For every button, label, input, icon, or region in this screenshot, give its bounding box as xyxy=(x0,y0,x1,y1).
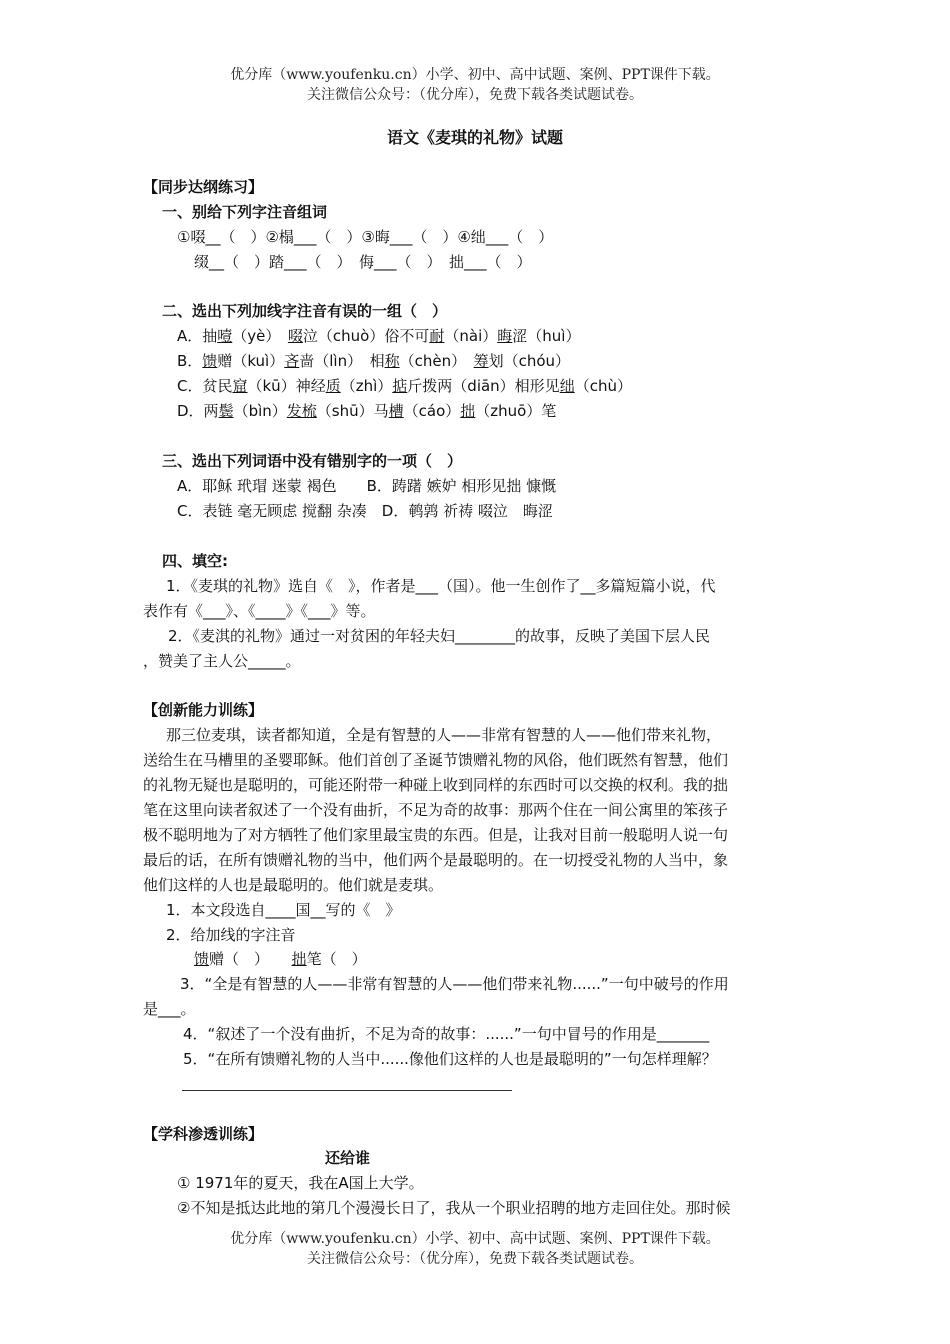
answer-line xyxy=(182,1090,512,1091)
innovation-question-3-line-2: 是___。 xyxy=(143,1000,196,1018)
question-1-row-2: 缀__（ ）踏___（ ） 侮___（ ） 拙___（ ） xyxy=(194,253,532,271)
passage-line: 笔在这里向读者叙述了一个没有曲折，不足为奇的故事：那两个住在一间公寓里的笨孩子 xyxy=(143,801,729,819)
question-4-item-2-line-2: ，赞美了主人公_____。 xyxy=(143,652,301,670)
page-footer-line-1: 优分库（www.youfenku.cn）小学、初中、高中试题、案例、PPT课件下载。 xyxy=(230,1231,720,1247)
passage-line: 最后的话，在所有馈赠礼物的当中，他们两个是最聪明的。在一切授受礼物的人当中，象 xyxy=(143,851,729,869)
innovation-question-5: 5．“在所有馈赠礼物的人当中......像他们这样的人也是最聪明的”一句怎样理解？ xyxy=(183,1050,717,1068)
innovation-question-2: 2．给加线的字注音 xyxy=(166,926,296,944)
page-header-line-2: 关注微信公众号：（优分库），免费下载各类试题试卷。 xyxy=(307,87,643,103)
question-1-title: 一、别给下列字注音组词 xyxy=(162,203,328,221)
question-4-item-1-line-1: 1．《麦琪的礼物》选自《 》，作者是___（国）。他一生创作了__多篇短篇小说，代 xyxy=(166,577,716,595)
innovation-question-1: 1．本文段选自____国__写的《 》 xyxy=(166,901,401,919)
innovation-question-2-words: 馈赠（ ） 拙笔（ ） xyxy=(194,950,367,968)
passage-line: 的礼物无疑也是聪明的，可能还附带一种碰上收到同样的东西时可以交换的权利。我的拙 xyxy=(143,776,729,794)
innovation-question-3-line-1: 3．“全是有智慧的人——非常有智慧的人——他们带来礼物......”一句中破号的作用 xyxy=(180,975,729,993)
story-paragraph-2: ②不知是抵达此地的第几个漫漫长日了，我从一个职业招聘的地方走回住处。那时候 xyxy=(177,1199,731,1217)
question-1-row-1: ①啜__（ ）②榻___（ ）③晦___（ ）④绌___（ ） xyxy=(177,228,554,246)
question-4-title: 四、填空: xyxy=(162,552,228,570)
passage-line: 极不聪明地为了对方牺牲了他们家里最宝贵的东西。但是，让我对目前一般聪明人说一句 xyxy=(143,826,729,844)
question-3-options-ab: A．耶稣 玳瑁 迷蒙 褐色 B．踌躇 嫉妒 相形见拙 慷慨 xyxy=(177,477,557,495)
page-header-line-1: 优分库（www.youfenku.cn）小学、初中、高中试题、案例、PPT课件下载。 xyxy=(230,67,720,83)
question-2-title: 二、选出下列加线字注音有误的一组（ ） xyxy=(162,302,448,320)
question-2-option-b: B．馈赠（kuì）吝啬（lìn） 相称（chèn） 筹划（chóu） xyxy=(177,352,571,370)
question-4-item-1-line-2: 表作有《___》、《____》《___》等。 xyxy=(143,602,376,620)
passage-line: 他们这样的人也是最聪明的。他们就是麦琪。 xyxy=(143,876,444,894)
story-paragraph-1: ① 1971年的夏天，我在A国上大学。 xyxy=(177,1174,424,1192)
section-heading-innovation: 【创新能力训练】 xyxy=(143,701,264,719)
question-4-item-2-line-1: 2．《麦淇的礼物》通过一对贫困的年轻夫妇________的故事，反映了美国下层人民 xyxy=(168,627,711,645)
question-3-title: 三、选出下列词语中没有错别字的一项（ ） xyxy=(162,452,463,470)
question-3-options-cd: C．表链 毫无顾虑 搅翻 杂凑 D．鹌鹑 祈祷 啜泣 晦涩 xyxy=(177,502,553,520)
section-heading-interdisciplinary: 【学科渗透训练】 xyxy=(143,1125,264,1143)
question-2-option-d: D．两鬓（bìn）发梳（shū）马槽（cáo）拙（zhuō）笔 xyxy=(177,402,557,420)
innovation-question-4: 4．“叙述了一个没有曲折，不足为奇的故事：......”一句中冒号的作用是_______ xyxy=(183,1025,710,1043)
page-footer-line-2: 关注微信公众号：（优分库），免费下载各类试题试卷。 xyxy=(307,1251,643,1267)
page-title: 语文《麦琪的礼物》试题 xyxy=(386,128,563,147)
passage-line: 那三位麦琪，读者都知道，全是有智慧的人——非常有智慧的人——他们带来礼物， xyxy=(166,726,722,744)
story-title: 还给谁 xyxy=(325,1149,371,1167)
question-2-option-a: A．抽噎（yè） 啜泣（chuò）俗不可耐（nài）晦涩（huì） xyxy=(177,327,581,345)
section-heading-sync: 【同步达纲练习】 xyxy=(143,178,264,196)
passage-line: 送给生在马槽里的圣婴耶稣。他们首创了圣诞节馈赠礼物的风俗，他们既然有智慧，他们 xyxy=(143,751,729,769)
question-2-option-c: C．贫民窟（kū）神经质（zhì）掂斤拨两（diān）相形见绌（chù） xyxy=(177,377,632,395)
